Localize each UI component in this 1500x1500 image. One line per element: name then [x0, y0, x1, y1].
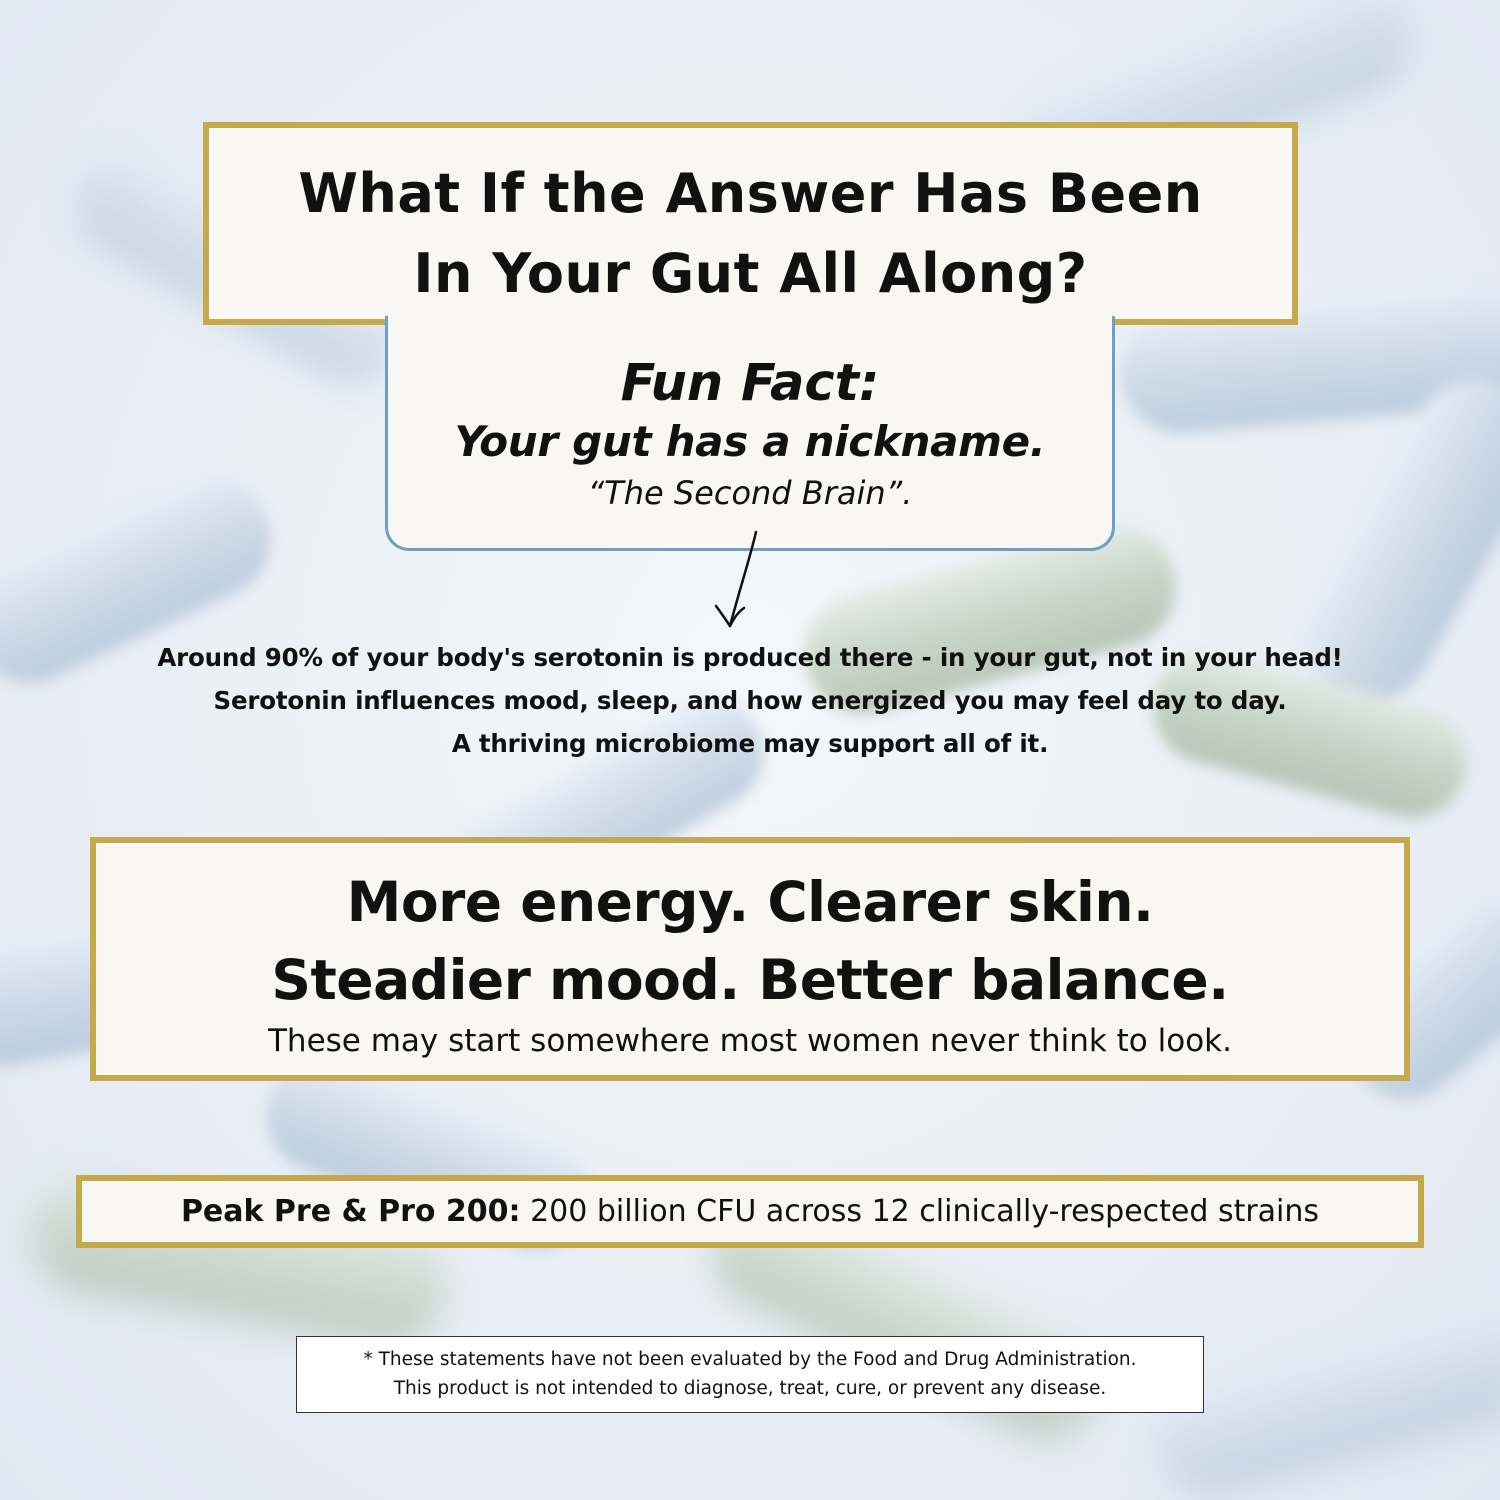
headline-line-1: What If the Answer Has Been — [298, 162, 1203, 225]
product-box — [76, 1175, 1424, 1248]
fun-fact-box — [385, 316, 1115, 551]
serotonin-paragraph — [0, 636, 1500, 765]
product-name: Peak Pre & Pro 200: — [180, 1194, 521, 1229]
disclaimer-line-2: This product is not intended to diagnose, treat, cure, or prevent any disease. — [393, 1378, 1107, 1399]
product-description: 200 billion CFU across 12 clinically-respected strains — [520, 1194, 1320, 1229]
benefits-line-1: More energy. Clearer skin. — [346, 870, 1154, 934]
fun-fact-subtitle: Your gut has a nickname. — [454, 417, 1046, 466]
hand-drawn-down-arrow-icon — [700, 528, 780, 638]
fda-disclaimer — [296, 1336, 1204, 1413]
benefits-box — [90, 837, 1410, 1081]
serotonin-line-1: Around 90% of your body's serotonin is produced there - in your gut, not in your head! — [157, 643, 1343, 672]
headline-box — [203, 122, 1298, 325]
fun-fact-quote: “The Second Brain”. — [587, 474, 913, 512]
headline-line-2: In Your Gut All Along? — [413, 242, 1088, 305]
serotonin-line-2: Serotonin influences mood, sleep, and how energized you may feel day to day. — [213, 686, 1287, 715]
benefits-subtext: These may start somewhere most women never think to look. — [268, 1023, 1232, 1059]
fun-fact-title: Fun Fact: — [620, 354, 880, 413]
benefits-line-2: Steadier mood. Better balance. — [271, 948, 1229, 1012]
disclaimer-line-1: * These statements have not been evaluated by the Food and Drug Administration. — [363, 1349, 1137, 1370]
serotonin-line-3: A thriving microbiome may support all of it. — [451, 729, 1049, 758]
